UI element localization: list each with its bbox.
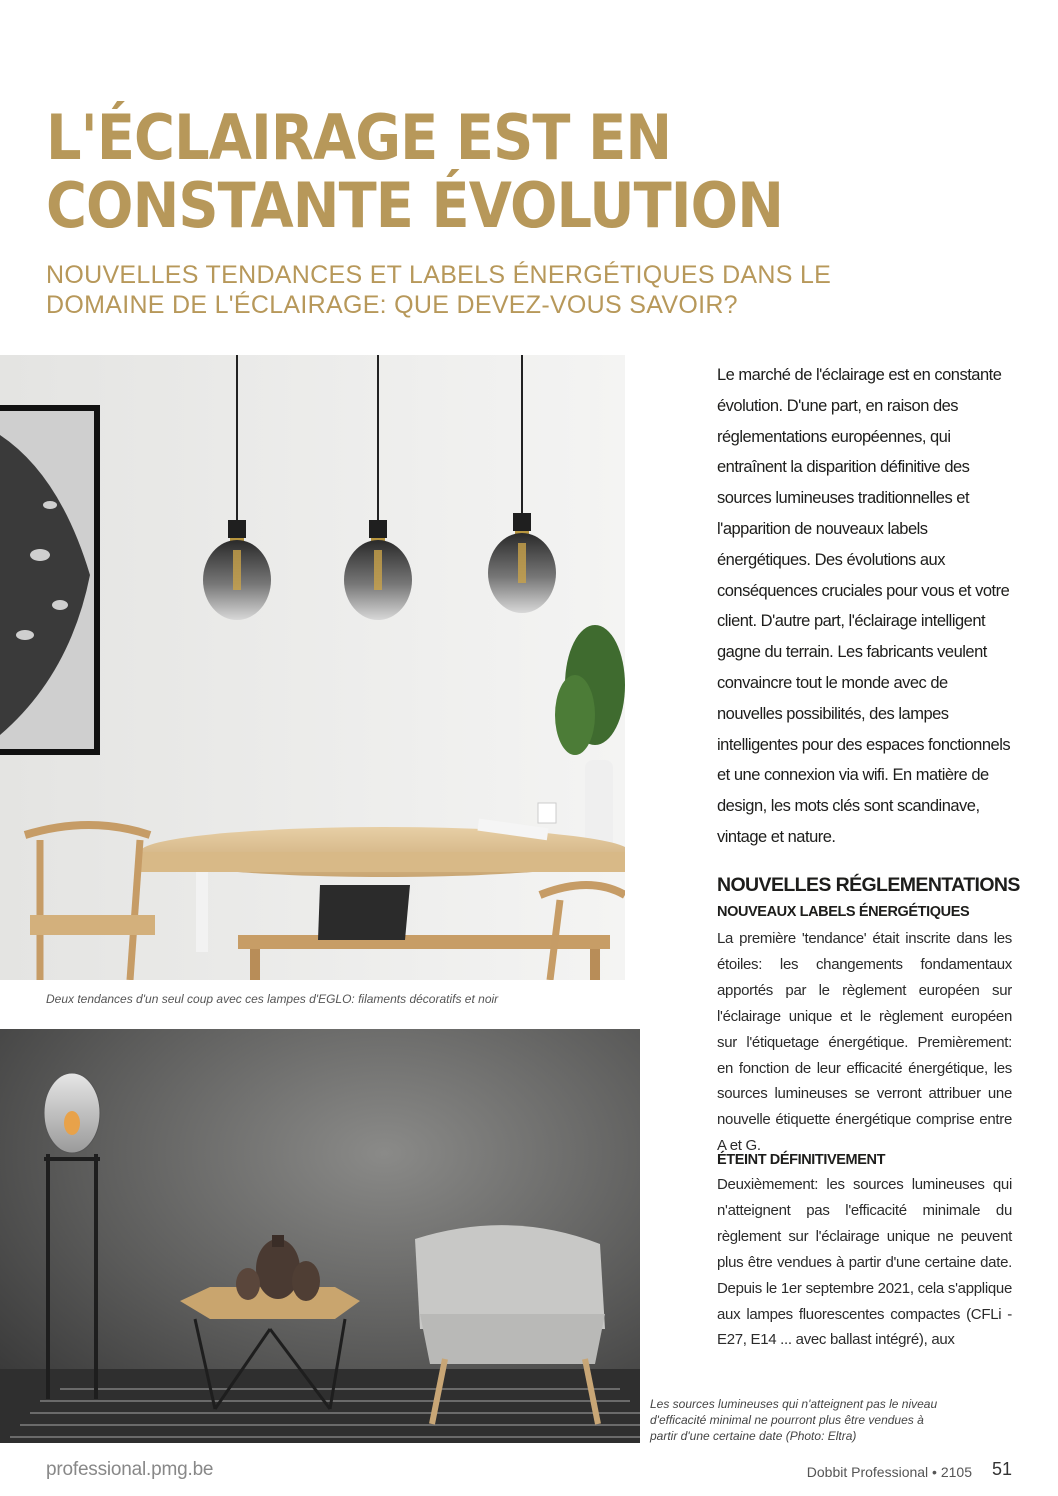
footer-website: professional.pmg.be bbox=[46, 1459, 214, 1480]
photo1-caption: Deux tendances d'un seul coup avec ces lampes d'EGLO: filaments décoratifs et noir bbox=[46, 992, 499, 1006]
paragraph-energy-labels: La première 'tendance' était inscrite dans les étoiles: les changements fondamentaux apportés par le règlement européen sur l'éclairage unique et le règlement européen sur l'étiquetage énergétique. Premièrement: en fonction de leur efficacité énergétique, les sources lumineuses se verront attribuer une nouvelle étiquette énergétique comprise entre A et G. bbox=[717, 930, 1012, 1155]
article-title: L'ÉCLAIRAGE EST EN CONSTANTE ÉVOLUTION bbox=[46, 101, 784, 242]
pendant-lamps-photo bbox=[0, 355, 625, 980]
footer-publication: Dobbit Professional • 2105 bbox=[806, 1464, 972, 1480]
photo2-caption: Les sources lumineuses qui n'atteignent pas le niveau d'efficacité minimal ne pourront plus être vendues à partir d'une certaine date (Photo: Eltra) bbox=[650, 1397, 938, 1443]
floor-lamp-photo bbox=[0, 1029, 640, 1443]
subheading-switched-off: ÉTEINT DÉFINITIVEMENT bbox=[717, 1152, 886, 1168]
article-subtitle: NOUVELLES TENDANCES ET LABELS ÉNERGÉTIQUES DANS LE DOMAINE DE L'ÉCLAIRAGE: QUE DEVEZ-VOUS SAVOIR? bbox=[46, 261, 832, 319]
paragraph-switched-off: Deuxièmement: les sources lumineuses qui n'atteignent pas l'efficacité minimale du règlement sur l'éclairage unique ne peuvent plus être vendues à partir d'une certaine date. Depuis le 1er septembre 2021, cela s'applique aux lampes fluorescentes compactes (CFLi - E27, E14 ... avec ballast intégré), aux bbox=[717, 1176, 1012, 1349]
page-number: 51 bbox=[992, 1459, 1013, 1479]
section-heading: NOUVELLES RÉGLEMENTATIONS bbox=[717, 874, 1020, 896]
subheading-energy-labels: NOUVEAUX LABELS ÉNERGÉTIQUES bbox=[717, 904, 970, 920]
article-intro: Le marché de l'éclairage est en constante évolution. D'une part, en raison des réglementations européennes, qui entraînent la disparition définitive des sources lumineuses traditionnelles et l'apparition de nouveaux labels énergétiques. Des évolutions aux conséquences cruciales pour vous et votre client. D'autre part, l'éclairage intelligent gagne du terrain. Les fabricants veulent convaincre tout le monde avec de nouvelles possibilités, des lampes intelligentes pour des espaces fonctionnels et une connexion via wifi. En matière de design, les mots clés sont scandinave, vintage et nature. bbox=[717, 366, 1011, 846]
